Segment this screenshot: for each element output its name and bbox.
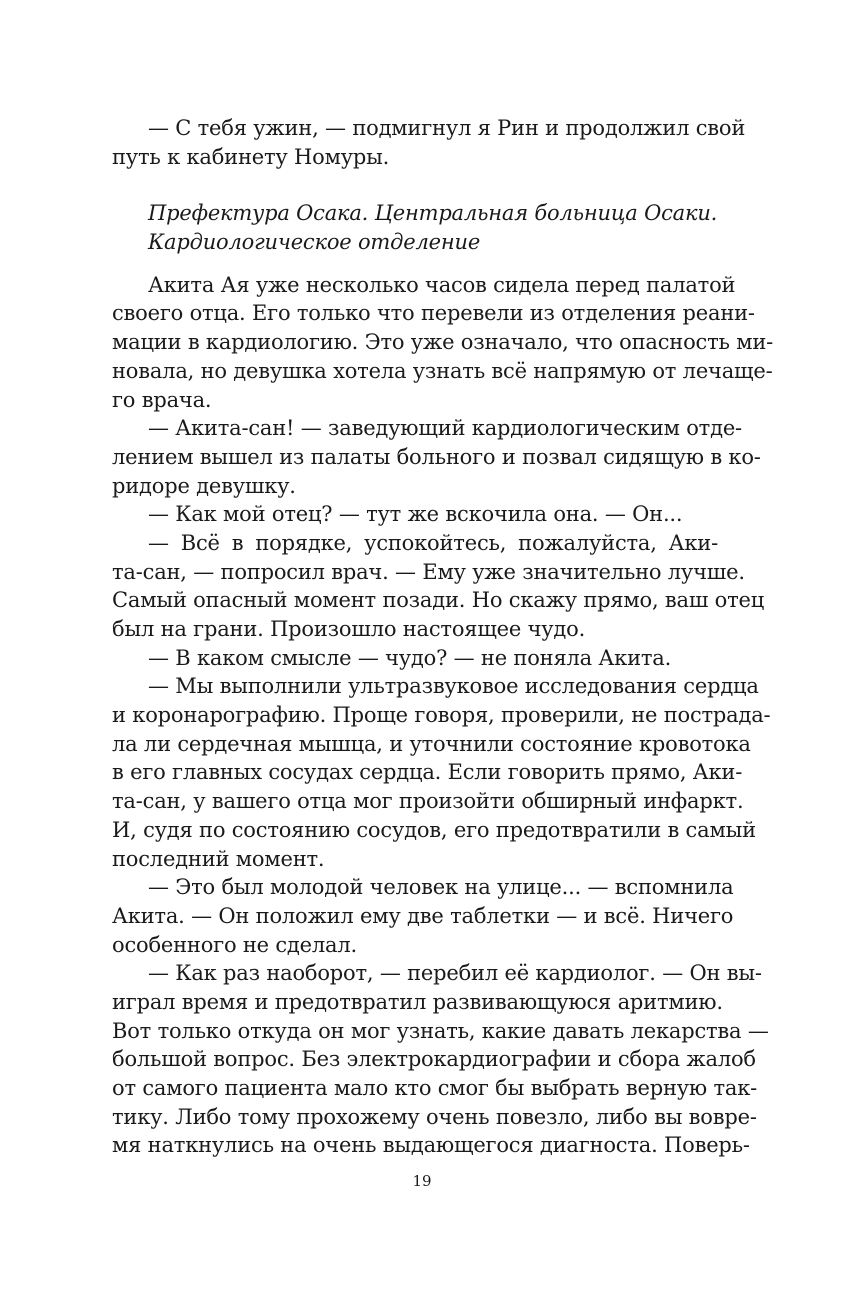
text-line: последний момент. (112, 846, 325, 871)
text-line: лением вышел из палаты больного и позвал сидящую в ко- (112, 444, 761, 469)
text-line: — С тебя ужин, — подмигнул я Рин и продолжил свой (148, 116, 746, 140)
text-line: — Как раз наоборот, — перебил её кардиолог. — Он вы- (148, 961, 762, 986)
text-line: тику. Либо тому прохожему очень повезло, либо вы вовре- (112, 1104, 757, 1129)
text-line: Акита Ая уже несколько часов сидела перед палатой (148, 272, 736, 297)
section-heading-line: Префектура Осака. Центральная больница Осаки. (148, 201, 718, 226)
text-line: играл время и предотвратил развивающуюся аритмию. (112, 989, 723, 1014)
text-line: своего отца. Его только что перевели из отделения реани- (112, 301, 755, 326)
section-heading-line: Кардиологическое отделение (148, 230, 481, 255)
text-line: Самый опасный момент позади. Но скажу прямо, ваш отец (112, 588, 765, 613)
paragraph (112, 873, 734, 959)
text-line: та-сан, у вашего отца мог произойти обширный инфаркт. (112, 789, 744, 814)
paragraph (112, 959, 769, 1160)
text-line: — В каком смысле — чудо? — не поняла Акита. (148, 645, 672, 670)
text-line: ла ли сердечная мышца, и уточнили состояние кровотока (112, 731, 751, 756)
text-line: го врача. (112, 387, 212, 412)
text-line: Вот только откуда он мог узнать, какие давать лекарства — (112, 1018, 769, 1043)
text-line: был на грани. Произошло настоящее чудо. (112, 617, 586, 641)
text-line: ридоре девушку. (112, 473, 296, 498)
paragraph (112, 529, 765, 644)
text-line: новала, но девушка хотела узнать всё напрямую от лечаще- (112, 358, 773, 383)
text-line: и коронарографию. Проще говоря, проверили, не пострада- (112, 703, 771, 728)
text-line: — Всё в порядке, успокойтесь, пожалуйста, Аки- (148, 530, 718, 555)
book-page (112, 114, 774, 1160)
section-heading (112, 199, 718, 256)
text-line: в его главных сосудах сердца. Если говорить прямо, Аки- (112, 760, 743, 785)
text-line: мя наткнулись на очень выдающегося диагноста. Поверь- (112, 1133, 750, 1158)
paragraph (112, 414, 761, 500)
text-line: — Мы выполнили ультразвуковое исследования сердца (148, 674, 759, 699)
text-line: от самого пациента мало кто смог бы выбрать верную так- (112, 1076, 758, 1100)
paragraph (112, 500, 718, 529)
page-number: 19 (412, 1172, 432, 1190)
paragraph (112, 271, 774, 414)
text-line: особенного не сделал. (112, 932, 357, 957)
text-line: путь к кабинету Номуры. (112, 144, 390, 169)
text-line: — Это был молодой человек на улице... — вспомнила (148, 875, 734, 900)
intro-paragraph (112, 114, 746, 171)
text-line: большой вопрос. Без электрокардиографии и сбора жалоб (112, 1047, 756, 1072)
paragraph (112, 644, 718, 673)
text-line: та-сан, — попросил врач. — Ему уже значительно лучше. (112, 559, 745, 584)
paragraph (112, 672, 771, 873)
text-line: — Акита-сан! — заведующий кардиологическим отде- (148, 416, 742, 441)
text-line: мации в кардиологию. Это уже означало, что опасность ми- (112, 330, 774, 355)
text-line: И, судя по состоянию сосудов, его предотвратили в самый (112, 817, 756, 842)
text-line: Акита. — Он положил ему две таблетки — и всё. Ничего (112, 903, 734, 928)
text-line: — Как мой отец? — тут же вскочила она. — Он... (148, 502, 683, 527)
